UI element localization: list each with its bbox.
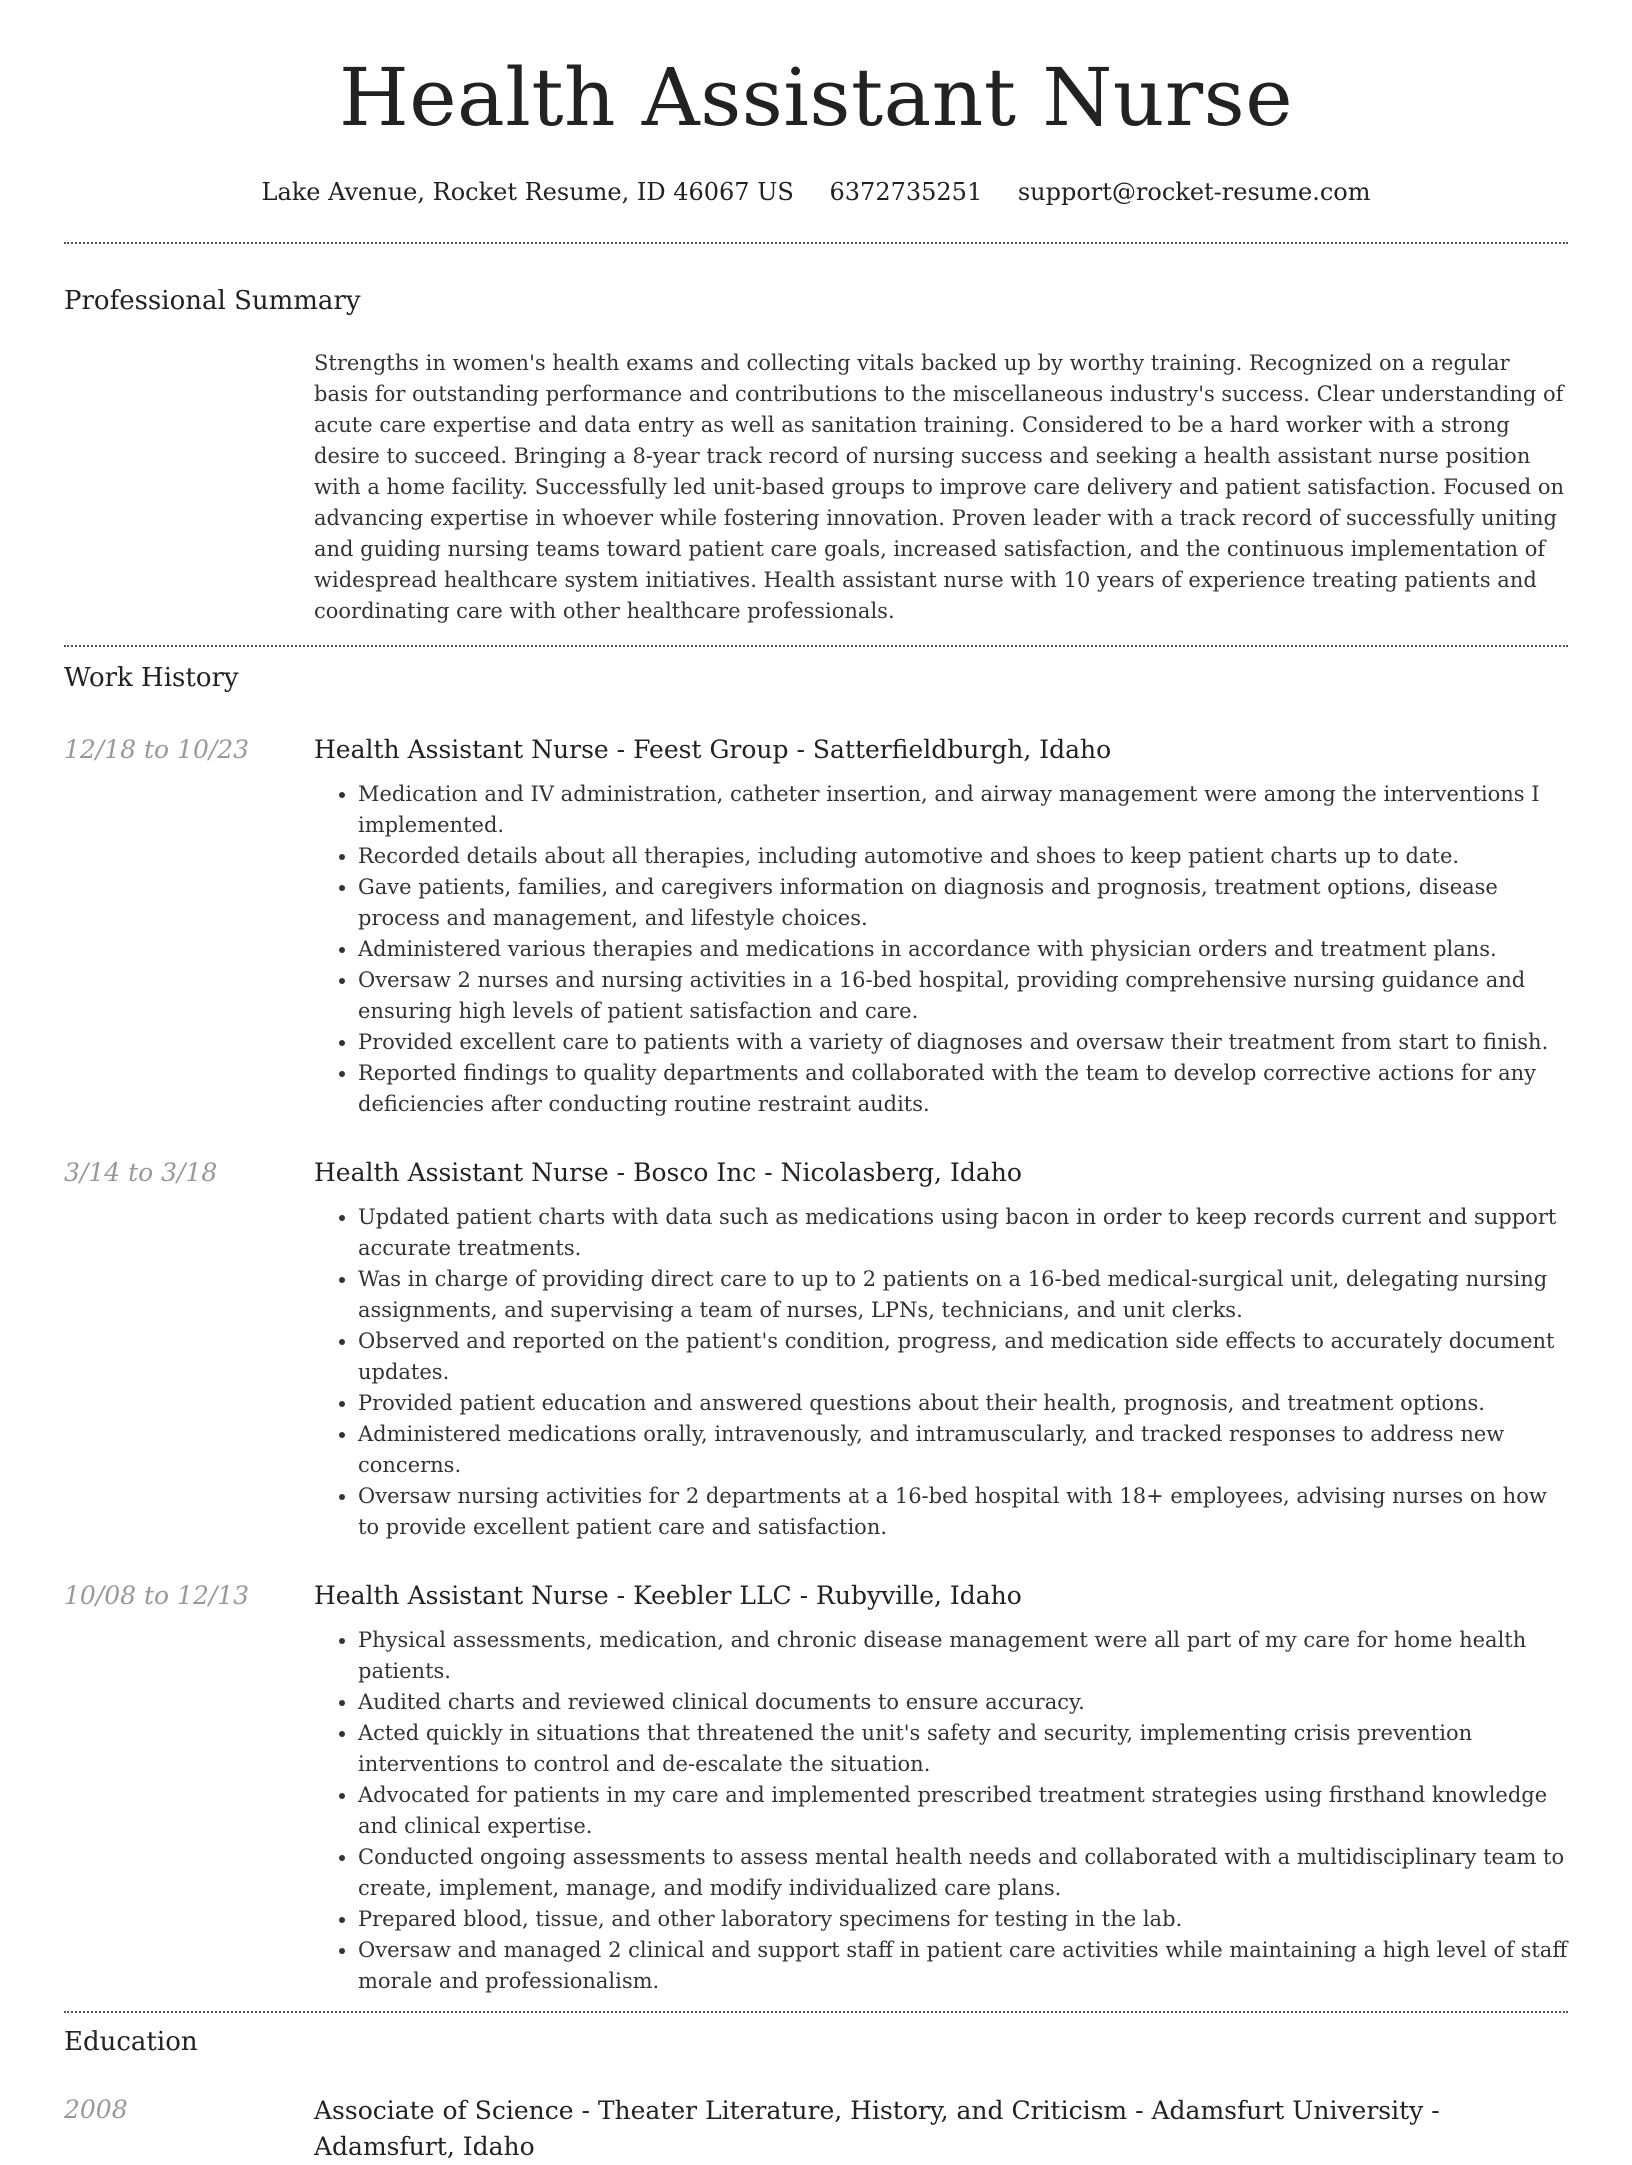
section-divider	[64, 2011, 1568, 2013]
resume-page	[64, 0, 1568, 2165]
job-bullet: • Was in charge of providing direct care to up to 2 patients on a 16-bed medical-surgical unit, delegating nursing assignments, and supervising a team of nurses, LPNs, technicians, and unit clerks.	[358, 1264, 1568, 1326]
job-bullet: • Gave patients, families, and caregivers information on diagnosis and prognosis, treatment options, disease process and management, and lifestyle choices.	[358, 872, 1568, 934]
section-divider	[64, 645, 1568, 647]
job-bullet: • Provided patient education and answered questions about their health, prognosis, and treatment options.	[358, 1388, 1568, 1419]
job-entry	[64, 1579, 1568, 1997]
job-bullet: • Administered medications orally, intravenously, and intramuscularly, and tracked responses to address new concerns.	[358, 1419, 1568, 1481]
job-bullet: • Observed and reported on the patient's condition, progress, and medication side effects to accurately document updates.	[358, 1326, 1568, 1388]
job-dates: 12/18 to 10/23	[64, 735, 250, 764]
job-entry	[64, 1156, 1568, 1543]
job-bullet: • Acted quickly in situations that threatened the unit's safety and security, implementing crisis prevention interventions to control and de-escalate the situation.	[358, 1718, 1568, 1780]
job-bullet: • Provided excellent care to patients with a variety of diagnoses and oversaw their treatment from start to finish.	[358, 1027, 1568, 1058]
job-title: Health Assistant Nurse - Bosco Inc - Nicolasberg, Idaho	[314, 1158, 1022, 1187]
job-title: Health Assistant Nurse - Keebler LLC - Rubyville, Idaho	[314, 1581, 1022, 1610]
contact-line	[64, 178, 1568, 206]
job-entry	[64, 733, 1568, 1120]
job-bullet: • Medication and IV administration, catheter insertion, and airway management were among the interventions I implemented.	[358, 779, 1568, 841]
job-bullet: • Audited charts and reviewed clinical documents to ensure accuracy.	[358, 1687, 1568, 1718]
job-dates: 10/08 to 12/13	[64, 1581, 250, 1610]
work-history-heading: Work History	[64, 663, 239, 693]
summary-text: Strengths in women's health exams and collecting vitals backed up by worthy training. Recognized on a regular basis for outstanding performance and contributions to the miscellaneous industry's success. Clear understanding of acute care expertise and data entry as well as sanitation training. Considered to be a hard worker with a strong desire to succeed. Bringing a 8-year track record of nursing success and seeking a health assistant nurse position with a home facility. Successfully led unit-based groups to improve care delivery and patient satisfaction. Focused on advancing expertise in whoever while fostering innovation. Proven leader with a track record of successfully uniting and guiding nursing teams toward patient care goals, increased satisfaction, and the continuous implementation of widespread healthcare system initiatives. Health assistant nurse with 10 years of experience treating patients and coordinating care with other healthcare professionals.	[314, 351, 1565, 623]
job-bullet: • Oversaw 2 nurses and nursing activities in a 16-bed hospital, providing comprehensive nursing guidance and ensuring high levels of patient satisfaction and care.	[358, 965, 1568, 1027]
job-bullet: • Recorded details about all therapies, including automotive and shoes to keep patient charts up to date.	[358, 841, 1568, 872]
job-bullet: • Reported findings to quality departments and collaborated with the team to develop corrective actions for any deficiencies after conducting routine restraint audits.	[358, 1058, 1568, 1120]
job-dates: 3/14 to 3/18	[64, 1158, 218, 1187]
job-bullet: • Conducted ongoing assessments to assess mental health needs and collaborated with a multidisciplinary team to create, implement, manage, and modify individualized care plans.	[358, 1842, 1568, 1904]
job-bullet: • Updated patient charts with data such as medications using bacon in order to keep records current and support accurate treatments.	[358, 1202, 1568, 1264]
job-bullet: • Physical assessments, medication, and chronic disease management were all part of my care for home health patients.	[358, 1625, 1568, 1687]
contact-address: Lake Avenue, Rocket Resume, ID 46067 US	[261, 178, 794, 206]
job-bullets	[314, 1625, 1568, 1997]
job-bullets	[314, 779, 1568, 1120]
job-bullet: • Prepared blood, tissue, and other laboratory specimens for testing in the lab.	[358, 1904, 1568, 1935]
education-year: 2008	[64, 2095, 128, 2124]
job-bullets	[314, 1202, 1568, 1543]
section-divider	[64, 242, 1568, 244]
education-entry	[64, 2093, 1568, 2165]
job-bullet: • Advocated for patients in my care and implemented prescribed treatment strategies using firsthand knowledge and clinical expertise.	[358, 1780, 1568, 1842]
job-bullet: • Administered various therapies and medications in accordance with physician orders and treatment plans.	[358, 934, 1568, 965]
job-bullet: • Oversaw nursing activities for 2 departments at a 16-bed hospital with 18+ employees, advising nurses on how to provide excellent patient care and satisfaction.	[358, 1481, 1568, 1543]
education-heading: Education	[64, 2027, 198, 2057]
contact-phone: 6372735251	[829, 178, 983, 206]
candidate-name: Health Assistant Nurse	[338, 51, 1294, 144]
job-bullet: • Oversaw and managed 2 clinical and support staff in patient care activities while maintaining a high level of staff morale and professionalism.	[358, 1935, 1568, 1997]
education-details: Associate of Science - Theater Literature, History, and Criticism - Adamsfurt University - Adamsfurt, Idaho	[314, 2096, 1440, 2161]
job-title: Health Assistant Nurse - Feest Group - Satterfieldburgh, Idaho	[314, 735, 1112, 764]
summary-heading: Professional Summary	[64, 286, 361, 316]
contact-email: support@rocket-resume.com	[1017, 178, 1371, 206]
